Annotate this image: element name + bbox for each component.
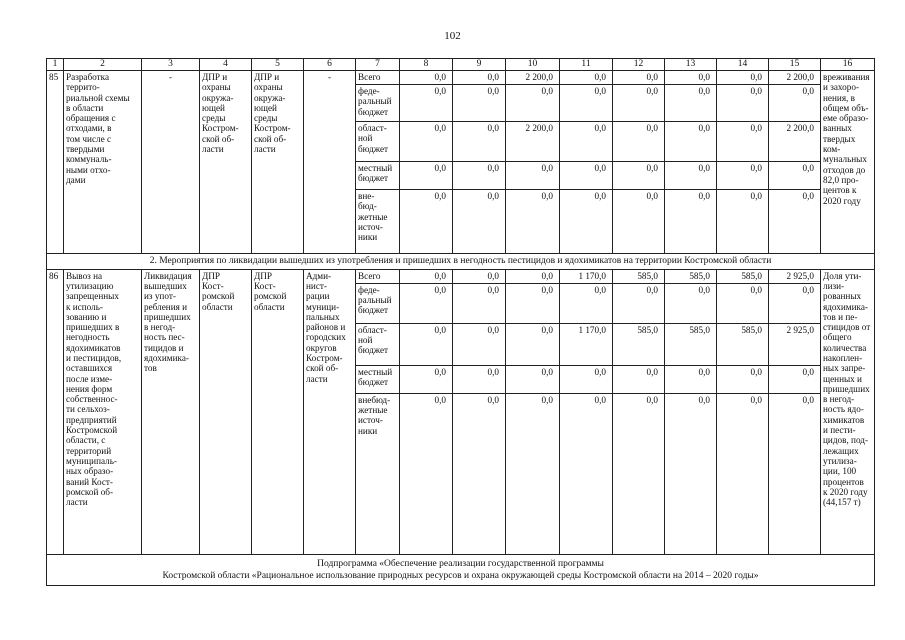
- main-administrator: ДПР и охраны окружа- ющей среды Костром- ской об- ласти: [252, 71, 304, 254]
- activity-task: -: [142, 71, 200, 254]
- funding-value: 0,0: [560, 393, 613, 554]
- funding-value: 0,0: [560, 85, 613, 122]
- funding-value: 0,0: [506, 323, 560, 365]
- funding-source: феде- ральный бюджет: [356, 85, 400, 122]
- funding-value: 0,0: [506, 190, 560, 254]
- funding-value: 0,0: [560, 162, 613, 190]
- row-number: 85: [47, 71, 64, 254]
- funding-value: 0,0: [717, 190, 769, 254]
- funding-value: 0,0: [560, 71, 613, 85]
- funding-source: област- ной бюджет: [356, 323, 400, 365]
- funding-value: 0,0: [453, 85, 506, 122]
- funding-value: 0,0: [400, 122, 453, 162]
- row-number: 86: [47, 269, 64, 554]
- funding-value: 585,0: [717, 269, 769, 283]
- column-header: 4: [200, 59, 252, 71]
- funding-value: 0,0: [560, 190, 613, 254]
- funding-value: 0,0: [717, 71, 769, 85]
- funding-value: 0,0: [613, 122, 665, 162]
- funding-value: 0,0: [717, 162, 769, 190]
- funding-value: 0,0: [560, 283, 613, 323]
- funding-value: 0,0: [717, 283, 769, 323]
- column-header: 1: [47, 59, 64, 71]
- funding-value: 0,0: [506, 269, 560, 283]
- program-table: [46, 58, 875, 586]
- expected-result: вреживания и захоро- нения, в общем объ- еме образо- ванных твердых ком- мунальных отходов до 82,0 про- центов к 2020 году: [821, 71, 875, 254]
- column-header: 12: [613, 59, 665, 71]
- funding-value: 2 925,0: [769, 323, 821, 365]
- column-header: 10: [506, 59, 560, 71]
- funding-value: 0,0: [453, 190, 506, 254]
- funding-value: 0,0: [665, 122, 717, 162]
- funding-value: 0,0: [665, 71, 717, 85]
- funding-value: 0,0: [560, 365, 613, 393]
- funding-value: 585,0: [665, 323, 717, 365]
- funding-value: 0,0: [506, 393, 560, 554]
- activity-name: Разработка террито- риальной схемы в области обращения с отходами, в том числе с твердыми коммуналь- ными отхо- дами: [64, 71, 142, 254]
- funding-value: 0,0: [665, 85, 717, 122]
- funding-value: 0,0: [400, 190, 453, 254]
- column-header: 13: [665, 59, 717, 71]
- subprogram-heading: Подпрограмма «Обеспечение реализации государственной программы Костромской области «Рациональное использование природных ресурсов и охрана окружающей среды Костромской области на 2014 – 2020 годы»: [47, 554, 875, 586]
- funding-value: 0,0: [769, 85, 821, 122]
- funding-source: местный бюджет: [356, 365, 400, 393]
- activity-task: Ликвидация вышедших из упот- ребления и пришедших в негод- ность пес- тицидов и ядохимика- тов: [142, 269, 200, 554]
- funding-value: 0,0: [613, 393, 665, 554]
- column-header: 5: [252, 59, 304, 71]
- column-header: 8: [400, 59, 453, 71]
- funding-value: 585,0: [613, 269, 665, 283]
- column-header: 14: [717, 59, 769, 71]
- funding-value: 0,0: [400, 162, 453, 190]
- responsible-executor: ДПР и охраны окружа- ющей среды Костром- ской об- ласти: [200, 71, 252, 254]
- column-header: 2: [64, 59, 142, 71]
- funding-value: 0,0: [400, 323, 453, 365]
- column-header: 16: [821, 59, 875, 71]
- funding-value: 0,0: [400, 283, 453, 323]
- funding-value: 2 200,0: [769, 122, 821, 162]
- funding-value: 0,0: [613, 85, 665, 122]
- funding-source: Всего: [356, 269, 400, 283]
- funding-value: 0,0: [717, 122, 769, 162]
- footer-row: [47, 554, 875, 586]
- funding-value: 2 200,0: [769, 71, 821, 85]
- funding-value: 585,0: [613, 323, 665, 365]
- main-administrator: ДПР Кост- ромской области: [252, 269, 304, 554]
- funding-value: 0,0: [665, 190, 717, 254]
- activity-name: Вывоз на утилизацию запрещенных к исполь- зованию и пришедших в негодность ядохимикатов и пестицидов, оставшихся после изме- нения форм собственнос- ти сельхоз- предприятий Костромской области, с территорий муниципаль- ных образо- ваний Кост- ромской об- ласти: [64, 269, 142, 554]
- column-header: 15: [769, 59, 821, 71]
- funding-value: 0,0: [453, 283, 506, 323]
- funding-source: внебюд- жетные источ- ники: [356, 393, 400, 554]
- column-header: 7: [356, 59, 400, 71]
- funding-value: 0,0: [400, 71, 453, 85]
- funding-value: 585,0: [717, 323, 769, 365]
- funding-value: 0,0: [453, 122, 506, 162]
- funding-source: местный бюджет: [356, 162, 400, 190]
- funding-value: 0,0: [506, 365, 560, 393]
- funding-value: 0,0: [506, 85, 560, 122]
- funding-value: 0,0: [453, 162, 506, 190]
- funding-value: 0,0: [769, 190, 821, 254]
- page-number: 102: [444, 30, 461, 42]
- header-row: [47, 59, 875, 71]
- funding-value: 0,0: [560, 122, 613, 162]
- funding-value: 585,0: [665, 269, 717, 283]
- section-heading: 2. Мероприятия по ликвидации вышедших из употребления и пришедших в негодность пестицидов и ядохимикатов на территории Костромской области: [47, 254, 875, 270]
- funding-value: 0,0: [400, 393, 453, 554]
- funding-value: 0,0: [769, 283, 821, 323]
- funding-value: 0,0: [453, 393, 506, 554]
- column-header: 3: [142, 59, 200, 71]
- funding-value: 0,0: [665, 365, 717, 393]
- funding-value: 0,0: [665, 283, 717, 323]
- column-header: 9: [453, 59, 506, 71]
- funding-value: 0,0: [506, 283, 560, 323]
- funding-value: 0,0: [717, 85, 769, 122]
- table-row: [47, 269, 875, 283]
- funding-source: вне- бюд- жетные источ- ники: [356, 190, 400, 254]
- funding-value: 0,0: [453, 365, 506, 393]
- co-executor: Адми- нист- рации муници- пальных районов и городских округов Костром- ской об- ласти: [304, 269, 356, 554]
- funding-value: 1 170,0: [560, 323, 613, 365]
- funding-value: 0,0: [613, 365, 665, 393]
- funding-value: 0,0: [400, 365, 453, 393]
- funding-value: 0,0: [400, 85, 453, 122]
- funding-value: 0,0: [769, 365, 821, 393]
- funding-value: 0,0: [665, 162, 717, 190]
- funding-value: 0,0: [665, 393, 717, 554]
- funding-value: 0,0: [769, 393, 821, 554]
- funding-source: феде- ральный бюджет: [356, 283, 400, 323]
- column-header: 6: [304, 59, 356, 71]
- funding-value: 0,0: [453, 269, 506, 283]
- funding-value: 0,0: [453, 323, 506, 365]
- funding-value: 0,0: [613, 190, 665, 254]
- funding-value: 0,0: [613, 162, 665, 190]
- section-row: [47, 254, 875, 270]
- funding-source: Всего: [356, 71, 400, 85]
- column-header: 11: [560, 59, 613, 71]
- table-row: [47, 71, 875, 85]
- responsible-executor: ДПР Кост- ромской области: [200, 269, 252, 554]
- funding-value: 2 200,0: [506, 71, 560, 85]
- funding-value: 0,0: [506, 162, 560, 190]
- funding-value: 0,0: [769, 162, 821, 190]
- funding-value: 0,0: [613, 283, 665, 323]
- funding-value: 0,0: [400, 269, 453, 283]
- funding-value: 2 200,0: [506, 122, 560, 162]
- funding-value: 0,0: [717, 365, 769, 393]
- funding-value: 0,0: [717, 393, 769, 554]
- funding-value: 1 170,0: [560, 269, 613, 283]
- funding-value: 0,0: [453, 71, 506, 85]
- expected-result: Доля ути- лизи- рованных ядохимика- тов и пе- стицидов от общего количества накоплен- ных запре- щенных и пришедших в негод- ность ядо- химикатов и пести- цидов, под- лежащих утилиза- ции, 100 процентов к 2020 году (44,157 т): [821, 269, 875, 554]
- funding-value: 0,0: [613, 71, 665, 85]
- co-executor: -: [304, 71, 356, 254]
- funding-value: 2 925,0: [769, 269, 821, 283]
- funding-source: област- ной бюджет: [356, 122, 400, 162]
